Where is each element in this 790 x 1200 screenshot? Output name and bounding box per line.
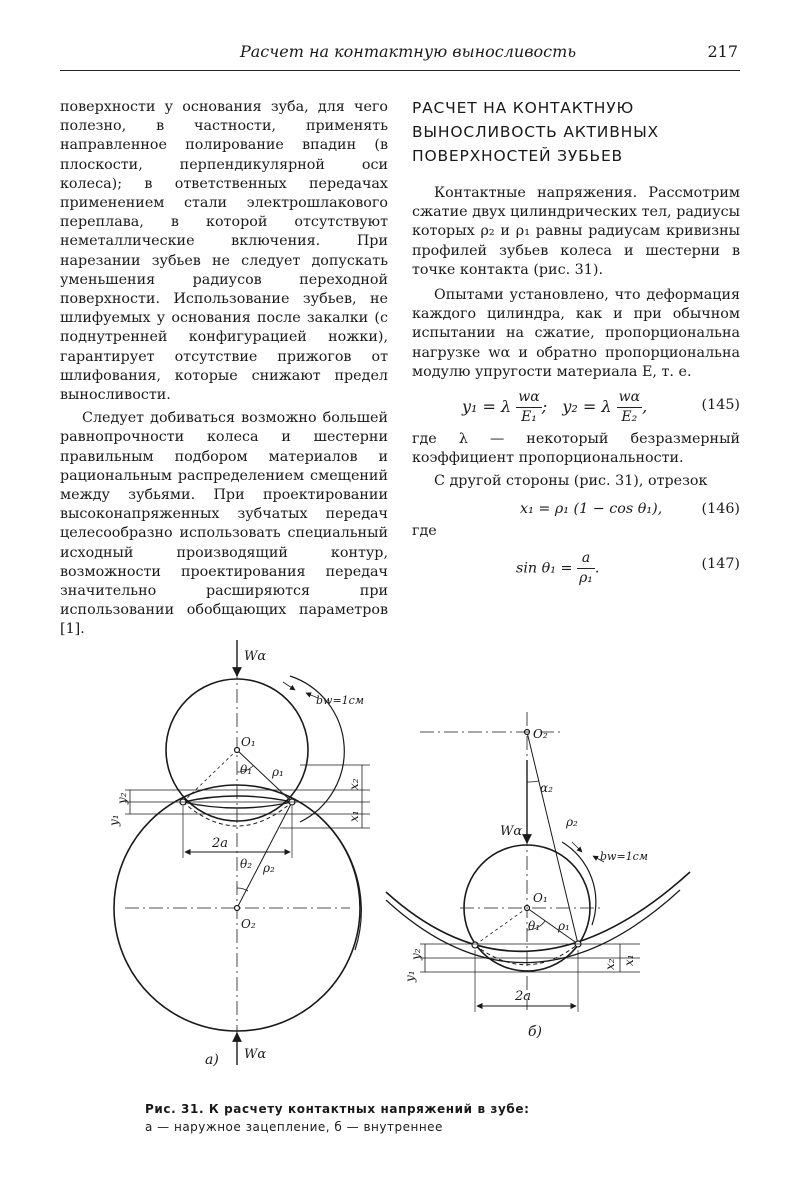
a-label-x2: x₂ [347,778,361,790]
eq145-den1: E₁ [521,409,537,426]
a-label-o1: O₁ [241,735,256,749]
eq145-separator: ; [541,397,548,417]
right-paragraph-1: Контактные напряжения. Рассмотрим сжатие двух цилиндрических тел, радиусы которых ρ₂ и ρ₁ равны радиусам кривизны профилей зубьев колеса и шестерни в точке контакта (рис. 31). [412,185,740,278]
eq145-den2: E₂ [621,409,638,426]
b-label-x2: x₂ [603,958,617,970]
b-rho2-line [527,732,578,944]
b-label-y1: y₁ [403,970,417,982]
running-title: Расчет на контактную выносливость [240,42,577,61]
b-label-load: Wα [500,824,523,839]
a-center-o1 [235,748,240,753]
eq145-num1: wα [516,388,541,408]
b-label-o2: O₂ [533,727,548,741]
a-label-2a: 2a [212,836,229,851]
b-label-x1: x₁ [622,954,636,966]
b-pinion-width-arc [562,842,596,925]
eq145-num2: wα [617,388,642,408]
a-rho2-line [237,802,292,908]
diagram-b [386,712,690,1040]
eq147-num: a [577,549,595,569]
right-paragraph-2: Опытами установлено, что деформация каждого цилиндра, как и при обычном испытании на сжатие, пропорциональна нагрузке wα и обратно пропорциональна модулю упругости материала E, т. е. [412,287,740,380]
eq145-y2: y₂ = λ [562,397,612,417]
eq147-lhs: sin θ₁ = [516,560,573,577]
right-paragraph-4: С другой стороны (рис. 31), отрезок [434,473,708,490]
b-label-alpha2: α₂ [540,781,553,795]
a-label-x1: x₁ [347,810,361,822]
a-center-o2 [235,906,240,911]
eq145-end: , [642,397,648,417]
b-contact-point-left [472,942,478,948]
eq147-den: ρ₁ [579,570,593,587]
a-label-bw: bw=1см [316,694,364,707]
a-contact-curve-upper [183,796,292,802]
a-label-y1: y₁ [107,814,121,826]
a-label-o2: O₂ [241,917,256,931]
a-sublabel: а) [205,1052,219,1068]
caption-line-2: а — наружное зацепление, б — внутреннее [145,1120,443,1134]
a-label-theta2: θ₂ [240,857,253,871]
b-alpha2-arc [527,781,539,782]
b-label-theta1: θ₁ [528,919,541,933]
a-label-load-top: Wα [244,649,267,664]
a-label-rho2: ρ₂ [263,861,275,875]
eq146-number: (146) [701,500,740,517]
b-label-2a: 2a [515,989,532,1004]
b-label-o1: O₁ [533,891,548,905]
left-paragraph-1: поверхности у основания зуба, для чего полезно, в частности, применять направленное полирование впадин (в плоскости, перпендикулярной оси колеса); в ответственных передачах применением стали электрошлакового переплава, в которой отсутствуют неметаллические включения. При нарезании зубьев не следует допускать уменьшения радиусов переходной поверхности. Использование зубьев, не шлифуемых у основания после закалки (с поднутренней конфигурацией ножки), гарантирует отсутствие прижогов от шлифования, которые снижают предел выносливости. [60,99,388,404]
section-title-line-3: ПОВЕРХНОСТЕЙ ЗУБЬЕВ [412,147,623,165]
b-rho1-left-line [475,908,527,945]
b-label-rho2: ρ₂ [566,815,578,829]
a-label-y2: y₂ [115,792,129,804]
where-word: где [412,522,437,539]
eq146-expression: x₁ = ρ₁ (1 − cos θ₁), [520,500,663,517]
page-number: 217 [707,42,738,61]
eq145-y1: y₁ = λ [462,397,512,417]
eq145-number: (145) [701,397,740,414]
a-contact-curve-lower [183,802,292,808]
b-sublabel: б) [528,1024,543,1040]
a-bw-arrow-1 [283,682,295,690]
section-title-line-1: РАСЧЕТ НА КОНТАКТНУЮ [412,99,635,117]
right-paragraph-3: где λ — некоторый безразмерный коэффициент пропорциональности. [412,431,740,467]
caption-line-1: Рис. 31. К расчету контактных напряжений в зубе: [145,1102,530,1116]
b-label-rho1: ρ₁ [558,919,570,933]
b-label-y2: y₂ [409,948,423,960]
b-gear-arc-outer [386,872,690,951]
section-title-line-2: ВЫНОСЛИВОСТЬ АКТИВНЫХ [412,123,659,141]
eq147-end: . [594,560,600,577]
a-label-theta1: θ₁ [240,763,253,777]
left-paragraph-2: Следует добиваться возможно большей равнопрочности колеса и шестерни правильным подбором материалов и рациональным распределением смещений между зубьями. При проектировании высоконапряженных зубчатых передач целесообразно использовать специальный исходный производящий контур, возможности проектирования передач значительно расширяются при использовании обобщающих параметров [1]. [60,410,388,638]
diagram-a [107,640,370,1068]
b-label-bw: bw=1см [600,850,648,863]
a-label-load-bottom: Wα [244,1047,267,1062]
a-label-rho1: ρ₁ [272,765,284,779]
eq147-number: (147) [701,555,740,572]
figure-caption [145,1100,665,1136]
